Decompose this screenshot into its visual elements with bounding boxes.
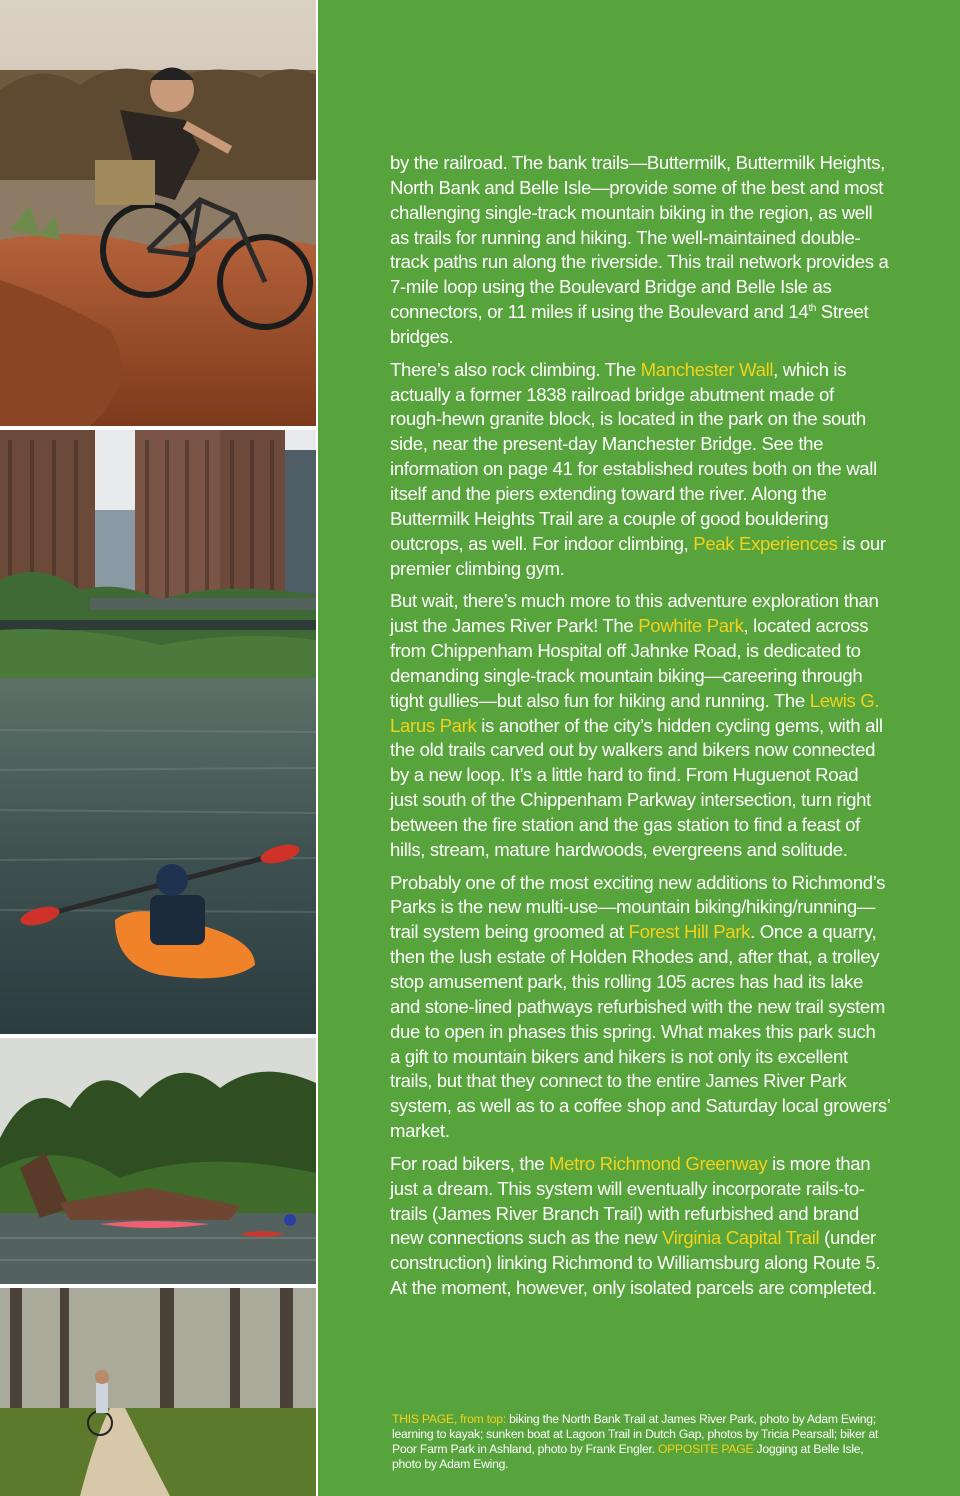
article-body — [390, 151, 890, 1309]
paragraph-text: But wait, there’s much more to this adventure exploration than just the James River Park! The — [390, 590, 879, 637]
paragraph-p2 — [390, 358, 890, 582]
highlighted-place-name: Lewis G. Larus Park — [390, 689, 880, 736]
highlighted-place-name: Manchester Wall — [640, 358, 774, 380]
photo-sunken-boat — [0, 1038, 316, 1284]
paragraph-text: (under construction) linking Richmond to Williamsburg along Route 5. At the moment, however, only isolated parcels are completed. — [390, 1227, 881, 1299]
paragraph-p1 — [390, 151, 890, 350]
paragraph-text: , located across from Chippenham Hospital off Jahnke Road, is dedicated to demanding single-track mountain biking—careering through tight gullies—but also fun for hiking and running. The — [390, 615, 869, 711]
paragraph-p5 — [390, 1152, 890, 1301]
paragraph-p3 — [390, 589, 890, 862]
paragraph-text: There’s also rock climbing. The — [390, 358, 641, 380]
photo-kayaker-river — [0, 430, 316, 1034]
paragraph-p4 — [390, 871, 890, 1144]
highlighted-place-name: Virginia Capital Trail — [662, 1227, 820, 1249]
caption-opposite-page-label: OPPOSITE PAGE — [657, 1442, 754, 1456]
photo-mountain-biker — [0, 0, 316, 426]
photo-biker-path — [0, 1288, 316, 1496]
highlighted-place-name: Peak Experiences — [693, 532, 838, 554]
caption-this-page-text: biking the North Bank Trail at James River Park, photo by Adam Ewing; learning to kayak; sunken boat at Lagoon Trail in Dutch Gap, photos by Tricia Pearsall; biker at Poor Farm Park in Ashland, photo by Frank Engler. — [392, 1412, 879, 1456]
caption-opposite-page-text: Jogging at Belle Isle, photo by Adam Ewing. — [392, 1442, 864, 1471]
paragraph-text: , which is actually a former 1838 railroad bridge abutment made of rough-hewn granite block, is located in the park on the south side, near the present-day Manchester Bridge. See the information on page 41 for established routes both on the wall itself and the piers extending toward the river. Along the Buttermilk Heights Trail are a couple of good bouldering outcrops, as well. For indoor climbing, — [390, 358, 877, 554]
photo-column — [0, 0, 316, 1496]
paragraph-text: is our premier climbing gym. — [390, 532, 886, 579]
caption-this-page-label: THIS PAGE, from top: — [392, 1412, 506, 1426]
paragraph-text: Street bridges. — [390, 301, 869, 347]
article-panel — [318, 0, 960, 1496]
highlighted-place-name: Metro Richmond Greenway — [549, 1152, 768, 1174]
highlighted-place-name: Forest Hill Park — [628, 921, 751, 943]
paragraph-text: Probably one of the most exciting new additions to Richmond’s Parks is the new multi-use—mountain biking/hiking/running—trail system being groomed at — [390, 871, 886, 943]
highlighted-place-name: Powhite Park — [638, 615, 744, 637]
ordinal-suffix: th — [808, 303, 816, 315]
paragraph-text: by the railroad. The bank trails—Buttermilk, Buttermilk Heights, North Bank and Belle Isle—provide some of the best and most challenging single-track mountain biking in the region, as well as trails for running and hiking. The well-maintained double-track paths run along the riverside. This trail network provides a 7-mile loop using the Boulevard Bridge and Belle Isle as connectors, or 11 miles if using the Boulevard and 14 — [390, 152, 889, 323]
paragraph-text: For road bikers, the — [390, 1152, 550, 1174]
paragraph-text: is another of the city’s hidden cycling gems, with all the old trails carved out by walkers and bikers now connected by a new loop. It’s a little hard to find. From Huguenot Road just south of the Chippenham Parkway intersection, turn right between the fire station and the gas station to find a feast of hills, stream, mature hardwoods, evergreens and solitude. — [390, 714, 883, 860]
paragraph-text: is more than just a dream. This system will eventually incorporate rails-to-trails (James River Branch Trail) with refurbished and brand new connections such as the new — [390, 1152, 871, 1249]
photo-caption — [392, 1412, 882, 1472]
paragraph-text: . Once a quarry, then the lush estate of Holden Rhodes and, after that, a trolley stop amusement park, this rolling 105 acres has had its lake and stone-lined pathways refurbished with the new trail system due to open in phases this spring. What makes this park such a gift to mountain bikers and hikers is not only its excellent trails, but that they connect to the entire James River Park system, as well as to a coffee shop and Saturday local growers’ market. — [390, 921, 890, 1142]
